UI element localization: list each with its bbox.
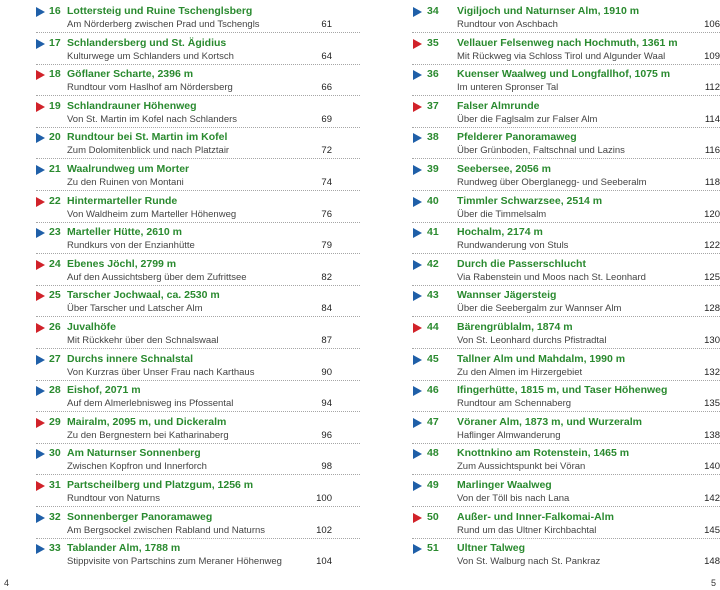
- toc-entry-page: 64: [321, 50, 332, 62]
- toc-entry-number: 29: [49, 415, 61, 428]
- toc-entry-title: Lottersteig und Ruine Tschenglsberg: [67, 5, 253, 17]
- triangle-marker-icon: [413, 418, 422, 428]
- triangle-marker-icon: [36, 133, 45, 143]
- toc-entry-subtitle: Rundtour von Naturns: [67, 493, 160, 504]
- toc-divider: [412, 64, 720, 65]
- toc-entry-subtitle: Am Nörderberg zwischen Prad und Tschengls: [67, 19, 260, 30]
- toc-entry-number: 36: [427, 68, 439, 81]
- toc-entry-page: 135: [704, 398, 720, 410]
- toc-divider: [36, 190, 360, 191]
- toc-entry-subtitle: Rundweg über Oberglanegg- und Seeberalm: [457, 177, 647, 188]
- toc-entry-number: 30: [49, 447, 61, 460]
- toc-entry-title: Ultner Talweg: [457, 542, 526, 555]
- toc-entry-title: Durch die Passerschlucht: [457, 257, 586, 270]
- toc-entry-page: 128: [704, 303, 720, 315]
- toc-entry-number: 40: [427, 194, 439, 207]
- triangle-marker-icon: [36, 291, 45, 301]
- triangle-marker-icon: [413, 228, 422, 238]
- toc-entry-subtitle: Über die Seebergalm zur Wannser Alm: [457, 303, 622, 315]
- triangle-marker-icon: [36, 544, 45, 554]
- toc-entry-number: 20: [49, 131, 61, 144]
- toc-divider: [412, 316, 720, 317]
- triangle-marker-icon: [36, 513, 45, 523]
- toc-divider: [412, 474, 720, 475]
- toc-entry-number: 21: [49, 163, 61, 175]
- toc-entry-number: 38: [427, 131, 439, 144]
- toc-entry-page: 132: [704, 366, 720, 378]
- toc-entry-number: 25: [49, 289, 61, 302]
- toc-divider: [36, 380, 360, 381]
- toc-entry-number: 35: [427, 36, 439, 49]
- toc-entry-title: Timmler Schwarzsee, 2514 m: [457, 194, 603, 207]
- toc-entry-page: 118: [704, 177, 720, 188]
- toc-divider: [412, 285, 720, 286]
- toc-entry-subtitle: Zu den Ruinen von Montani: [67, 177, 184, 188]
- triangle-marker-icon: [36, 70, 45, 80]
- toc-entry-subtitle: Am Bergsockel zwischen Rabland und Naturns: [67, 524, 266, 536]
- toc-entry-number: 26: [49, 321, 61, 333]
- toc-entry-number: 34: [427, 5, 439, 17]
- toc-entry-number: 39: [427, 163, 439, 175]
- toc-entry-number: 51: [427, 542, 439, 555]
- toc-entry-subtitle: Rundtour von Aschbach: [457, 19, 558, 30]
- toc-entry-number: 44: [427, 321, 439, 333]
- triangle-marker-icon: [36, 228, 45, 238]
- toc-divider: [36, 348, 360, 349]
- toc-entry-number: 45: [427, 352, 439, 365]
- toc-entry-page: 116: [704, 145, 720, 157]
- toc-entry-title: Marteller Hütte, 2610 m: [67, 226, 182, 239]
- toc-entry-subtitle: Zu den Bergnestern bei Katharinaberg: [67, 429, 229, 441]
- toc-entry-subtitle: Rundtour am Schennaberg: [457, 398, 572, 410]
- toc-entry-subtitle: Kulturwege um Schlanders und Kortsch: [67, 50, 234, 62]
- toc-entry-page: 130: [704, 335, 720, 346]
- toc-entry-subtitle: Rundtour vom Haslhof am Nördersberg: [67, 82, 233, 94]
- toc-entry-number: 31: [49, 479, 61, 491]
- triangle-marker-icon: [413, 39, 422, 49]
- toc-entry-title: Schlandersberg und St. Ägidius: [67, 36, 227, 49]
- toc-entry-number: 50: [427, 510, 439, 523]
- toc-divider: [36, 222, 360, 223]
- toc-entry-page: 148: [704, 556, 720, 568]
- toc-entry-subtitle: Zum Dolomitenblick und nach Platztair: [67, 145, 230, 157]
- toc-entry-subtitle: Rundwanderung von Stuls: [457, 240, 569, 252]
- toc-entry-title: Mairalm, 2095 m, und Dickeralm: [67, 415, 227, 428]
- toc-entry-page: 82: [321, 271, 332, 283]
- toc-entry-page: 106: [704, 19, 720, 30]
- toc-entry-number: 43: [427, 289, 439, 302]
- triangle-marker-icon: [36, 449, 45, 459]
- triangle-marker-icon: [413, 70, 422, 80]
- toc-entry-title: Durchs innere Schnalstal: [67, 352, 194, 365]
- toc-entry-subtitle: Über Tarscher und Latscher Alm: [67, 303, 203, 315]
- toc-entry-title: Wannser Jägersteig: [457, 289, 557, 302]
- toc-entry-title: Schlandrauner Höhenweg: [67, 99, 197, 112]
- toc-entry-number: 48: [427, 447, 439, 460]
- toc-entry-page: 61: [321, 19, 332, 30]
- triangle-marker-icon: [36, 7, 45, 17]
- toc-entry-page: 72: [321, 145, 332, 157]
- toc-entry-subtitle: Mit Rückkehr über den Schnalswaal: [67, 335, 219, 346]
- toc-entry-page: 109: [704, 50, 720, 62]
- toc-entry-subtitle: Von St. Walburg nach St. Pankraz: [457, 556, 601, 568]
- toc-divider: [36, 64, 360, 65]
- triangle-marker-icon: [413, 197, 422, 207]
- toc-entry-title: Marlinger Waalweg: [457, 479, 552, 491]
- triangle-marker-icon: [413, 386, 422, 396]
- triangle-marker-icon: [36, 323, 45, 333]
- toc-divider: [412, 95, 720, 96]
- toc-entry-number: 49: [427, 479, 439, 491]
- triangle-marker-icon: [36, 386, 45, 396]
- toc-entry-title: Kuenser Waalweg und Longfallhof, 1075 m: [457, 68, 671, 81]
- toc-divider: [36, 443, 360, 444]
- toc-entry-number: 46: [427, 384, 439, 397]
- toc-entry-title: Vöraner Alm, 1873 m, und Wurzeralm: [457, 415, 642, 428]
- toc-divider: [36, 285, 360, 286]
- toc-divider: [36, 506, 360, 507]
- toc-entry-page: 142: [704, 493, 720, 504]
- toc-entry-page: 100: [316, 493, 332, 504]
- toc-entry-title: Hintermarteller Runde: [67, 194, 178, 207]
- toc-divider: [36, 474, 360, 475]
- toc-entry-title: Eishof, 2071 m: [67, 384, 141, 397]
- toc-divider: [36, 253, 360, 254]
- triangle-marker-icon: [413, 165, 422, 175]
- triangle-marker-icon: [413, 544, 422, 554]
- toc-entry-subtitle: Rund um das Ultner Kirchbachtal: [457, 524, 597, 536]
- toc-entry-subtitle: Mit Rückweg via Schloss Tirol und Algunder Waal: [457, 50, 666, 62]
- toc-entry-subtitle: Von der Töll bis nach Lana: [457, 493, 570, 504]
- toc-divider: [36, 127, 360, 128]
- toc-entry-title: Juvalhöfe: [67, 321, 117, 333]
- toc-entry-subtitle: Über Grünboden, Faltschnal und Lazins: [457, 145, 625, 157]
- toc-entry-title: Göflaner Scharte, 2396 m: [67, 68, 194, 81]
- triangle-marker-icon: [36, 39, 45, 49]
- toc-entry-page: 112: [704, 82, 720, 94]
- toc-entry-page: 102: [316, 524, 332, 536]
- triangle-marker-icon: [36, 165, 45, 175]
- toc-entry-page: 122: [704, 240, 720, 252]
- triangle-marker-icon: [413, 355, 422, 365]
- triangle-marker-icon: [413, 7, 422, 17]
- toc-entry-page: 79: [321, 240, 332, 252]
- toc-divider: [36, 316, 360, 317]
- toc-divider: [412, 411, 720, 412]
- toc-entry-number: 47: [427, 415, 439, 428]
- toc-entry-page: 120: [704, 208, 720, 220]
- toc-entry-title: Ebenes Jöchl, 2799 m: [67, 257, 177, 270]
- toc-entry-page: 90: [321, 366, 332, 378]
- toc-entry-title: Vigiljoch und Naturnser Alm, 1910 m: [457, 5, 640, 17]
- toc-entry-page: 69: [321, 113, 332, 125]
- toc-divider: [412, 253, 720, 254]
- toc-divider: [412, 538, 720, 539]
- toc-entry-page: 94: [321, 398, 332, 410]
- toc-divider: [412, 443, 720, 444]
- toc-entry-title: Bärengrüblalm, 1874 m: [457, 321, 573, 333]
- toc-entry-page: 76: [321, 208, 332, 220]
- toc-entry-subtitle: Von St. Martin im Kofel nach Schlanders: [67, 113, 238, 125]
- toc-entry-number: 42: [427, 257, 439, 270]
- toc-entry-title: Außer- und Inner-Falkomai-Alm: [457, 510, 614, 523]
- triangle-marker-icon: [413, 102, 422, 112]
- triangle-marker-icon: [36, 418, 45, 428]
- toc-entry-title: Ifingerhütte, 1815 m, und Taser Höhenweg: [457, 384, 668, 397]
- toc-entry-title: Am Naturnser Sonnenberg: [67, 447, 201, 460]
- toc-divider: [412, 32, 720, 33]
- toc-entry-title: Tablander Alm, 1788 m: [67, 542, 181, 555]
- toc-entry[interactable]: [408, 541, 720, 573]
- triangle-marker-icon: [36, 355, 45, 365]
- toc-divider: [36, 411, 360, 412]
- toc-entry-subtitle: Über die Faglsalm zur Falser Alm: [457, 113, 598, 125]
- toc-entry-title: Tarscher Jochwaal, ca. 2530 m: [67, 289, 220, 302]
- toc-entry-subtitle: Zwischen Kopfron und Innerforch: [67, 461, 207, 473]
- toc-entry-page: 66: [321, 82, 332, 94]
- toc-entry-page: 98: [321, 461, 332, 473]
- toc-entry-title: Pfelderer Panoramaweg: [457, 131, 577, 144]
- page-number-left: 4: [4, 578, 10, 588]
- toc-entry-page: 84: [321, 303, 332, 315]
- triangle-marker-icon: [413, 481, 422, 491]
- toc-divider: [412, 127, 720, 128]
- toc-entry-number: 37: [427, 99, 439, 112]
- toc-entry[interactable]: [0, 541, 332, 573]
- toc-entry-page: 125: [704, 271, 720, 283]
- toc-entry-page: 96: [321, 429, 332, 441]
- toc-entry-page: 87: [321, 335, 332, 346]
- toc-entry-title: Vellauer Felsenweg nach Hochmuth, 1361 m: [457, 36, 678, 49]
- toc-divider: [412, 506, 720, 507]
- toc-entry-title: Tallner Alm und Mahdalm, 1990 m: [457, 352, 626, 365]
- toc-entry-number: 24: [49, 257, 61, 270]
- triangle-marker-icon: [413, 323, 422, 333]
- toc-entry-number: 28: [49, 384, 61, 397]
- toc-entry-title: Partscheilberg und Platzgum, 1256 m: [67, 479, 254, 491]
- toc-entry-page: 114: [704, 113, 720, 125]
- triangle-marker-icon: [36, 481, 45, 491]
- toc-entry-title: Waalrundweg um Morter: [67, 163, 190, 175]
- toc-entry-subtitle: Von Kurzras über Unser Frau nach Karthaus: [67, 366, 255, 378]
- toc-entry-subtitle: Von Waldheim zum Marteller Höhenweg: [67, 208, 237, 220]
- toc-entry-subtitle: Rundkurs von der Enzianhütte: [67, 240, 195, 252]
- toc-entry-title: Seebersee, 2056 m: [457, 163, 551, 175]
- toc-entry-number: 23: [49, 226, 61, 239]
- toc-divider: [412, 348, 720, 349]
- triangle-marker-icon: [413, 260, 422, 270]
- toc-entry-page: 140: [704, 461, 720, 473]
- toc-entry-page: 74: [321, 177, 332, 188]
- toc-entry-page: 138: [704, 429, 720, 441]
- toc-entry-subtitle: Zum Aussichtspunkt bei Vöran: [457, 461, 586, 473]
- toc-entry-page: 104: [316, 556, 332, 568]
- triangle-marker-icon: [413, 513, 422, 523]
- triangle-marker-icon: [36, 260, 45, 270]
- toc-entry-number: 22: [49, 194, 61, 207]
- toc-entry-page: 145: [704, 524, 720, 536]
- triangle-marker-icon: [413, 133, 422, 143]
- toc-entry-title: Hochalm, 2174 m: [457, 226, 543, 239]
- triangle-marker-icon: [36, 102, 45, 112]
- toc-divider: [412, 190, 720, 191]
- toc-entry-number: 41: [427, 226, 439, 239]
- toc-entry-subtitle: Über die Timmelsalm: [457, 208, 547, 220]
- toc-entry-number: 18: [49, 68, 61, 81]
- toc-entry-number: 32: [49, 510, 61, 523]
- toc-entry-subtitle: Von St. Leonhard durchs Pfistradtal: [457, 335, 607, 346]
- toc-entry-subtitle: Stippvisite von Partschins zum Meraner Höhenweg: [67, 556, 282, 568]
- toc-entry-title: Knottnkino am Rotenstein, 1465 m: [457, 447, 630, 460]
- toc-entry-number: 33: [49, 542, 61, 555]
- toc-entry-number: 17: [49, 36, 61, 49]
- toc-divider: [412, 380, 720, 381]
- toc-entry-subtitle: Auf dem Almerlebnisweg ins Pfossental: [67, 398, 234, 410]
- toc-divider: [36, 158, 360, 159]
- toc-entry-number: 27: [49, 352, 61, 365]
- triangle-marker-icon: [413, 449, 422, 459]
- toc-divider: [412, 158, 720, 159]
- page-number-right: 5: [710, 578, 716, 588]
- toc-divider: [36, 95, 360, 96]
- toc-entry-subtitle: Haflinger Almwanderung: [457, 429, 561, 441]
- toc-entry-subtitle: Zu den Almen im Hirzergebiet: [457, 366, 583, 378]
- toc-entry-subtitle: Via Rabenstein und Moos nach St. Leonhard: [457, 271, 646, 283]
- triangle-marker-icon: [36, 197, 45, 207]
- triangle-marker-icon: [413, 291, 422, 301]
- toc-entry-number: 19: [49, 99, 61, 112]
- toc-divider: [36, 32, 360, 33]
- toc-divider: [36, 538, 360, 539]
- toc-entry-number: 16: [49, 5, 61, 17]
- toc-entry-title: Sonnenberger Panoramaweg: [67, 510, 213, 523]
- toc-entry-title: Rundtour bei St. Martin im Kofel: [67, 131, 228, 144]
- toc-entry-title: Falser Almrunde: [457, 99, 540, 112]
- toc-entry-subtitle: Auf den Aussichtsberg über dem Zufrittsee: [67, 271, 247, 283]
- toc-divider: [412, 222, 720, 223]
- toc-entry-subtitle: Im unteren Spronser Tal: [457, 82, 559, 94]
